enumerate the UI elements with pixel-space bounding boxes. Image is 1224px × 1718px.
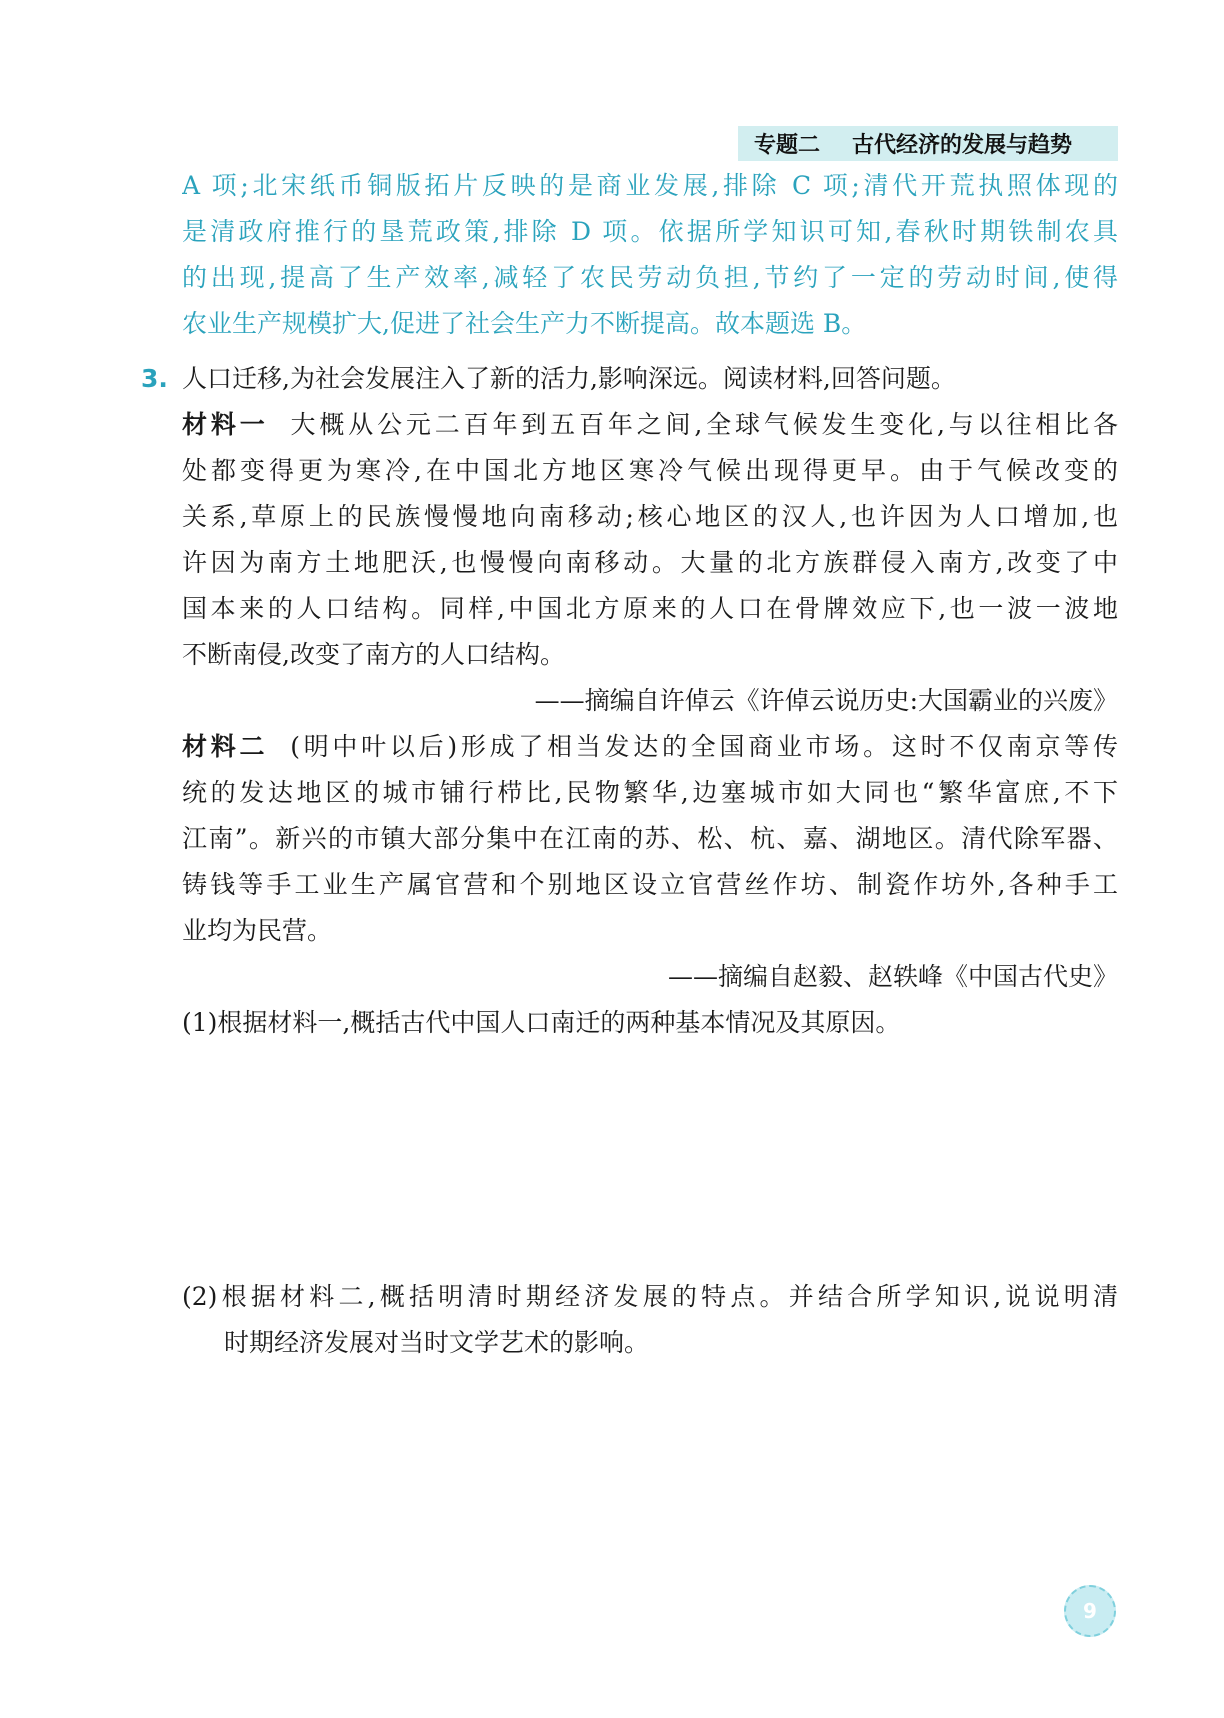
sub-question-2-line: 时期经济发展对当时文学艺术的影响。	[224, 1328, 650, 1357]
question-stem-block	[182, 356, 1118, 402]
material-one-line: 关系,草原上的民族慢慢地向南移动;核心地区的汉人,也许因为人口增加,也	[182, 502, 1118, 531]
sub-question-1	[182, 1000, 1118, 1046]
question-stem: 人口迁移,为社会发展注入了新的活力,影响深远。阅读材料,回答问题。	[182, 364, 956, 393]
material-one-label: 材料一	[182, 410, 269, 439]
material-two-line: 铸钱等手工业生产属官营和个别地区设立官营丝作坊、制瓷作坊外,各种手工	[182, 870, 1118, 899]
answer-explanation	[182, 163, 1118, 347]
material-one-line: 材料一 大概从公元二百年到五百年之间,全球气候发生变化,与以往相比各	[182, 410, 1118, 439]
material-one-line: 许因为南方土地肥沃,也慢慢向南移动。大量的北方族群侵入南方,改变了中	[182, 548, 1118, 577]
sub-question-1-text: (1)根据材料一,概括古代中国人口南迁的两种基本情况及其原因。	[182, 1008, 901, 1037]
material-one	[182, 402, 1118, 724]
page-number: 9	[1064, 1585, 1116, 1637]
sub-question-2-line: (2)根据材料二,概括明清时期经济发展的特点。并结合所学知识,说说明清	[182, 1282, 1118, 1311]
material-two-line: 统的发达地区的城市铺行栉比,民物繁华,边塞城市如大同也“繁华富庶,不下	[182, 778, 1118, 807]
material-one-source: ——摘编自许倬云《许倬云说历史:大国霸业的兴废》	[534, 686, 1118, 715]
material-two-line: 江南”。新兴的市镇大部分集中在江南的苏、松、杭、嘉、湖地区。清代除军器、	[182, 824, 1118, 853]
answer-line: 的出现,提高了生产效率,减轻了农民劳动负担,节约了一定的劳动时间,使得	[182, 263, 1118, 292]
material-one-line: 国本来的人口结构。同样,中国北方原来的人口在骨牌效应下,也一波一波地	[182, 594, 1118, 623]
answer-line: 是清政府推行的垦荒政策,排除 D 项。依据所学知识可知,春秋时期铁制农具	[182, 217, 1118, 246]
chapter-title: 古代经济的发展与趋势	[852, 133, 1073, 158]
material-two-line: 业均为民营。	[182, 916, 333, 945]
material-two-label: 材料二	[182, 732, 269, 761]
sub-question-2	[182, 1274, 1118, 1366]
answer-line: 农业生产规模扩大,促进了社会生产力不断提高。故本题选 B。	[182, 309, 867, 338]
material-one-line: 不断南侵,改变了南方的人口结构。	[182, 640, 565, 669]
material-two-source: ——摘编自赵毅、赵轶峰《中国古代史》	[667, 962, 1118, 991]
answer-line: A 项;北宋纸币铜版拓片反映的是商业发展,排除 C 项;清代开荒执照体现的	[182, 171, 1118, 200]
material-two-line: 材料二 (明中叶以后)形成了相当发达的全国商业市场。这时不仅南京等传	[182, 732, 1118, 761]
question-number: 3.	[141, 364, 168, 393]
chapter-topic: 专题二	[754, 133, 821, 158]
material-two	[182, 724, 1118, 1000]
chapter-header-tab	[738, 126, 1118, 161]
material-one-line: 处都变得更为寒冷,在中国北方地区寒冷气候出现得更早。由于气候改变的	[182, 456, 1118, 485]
